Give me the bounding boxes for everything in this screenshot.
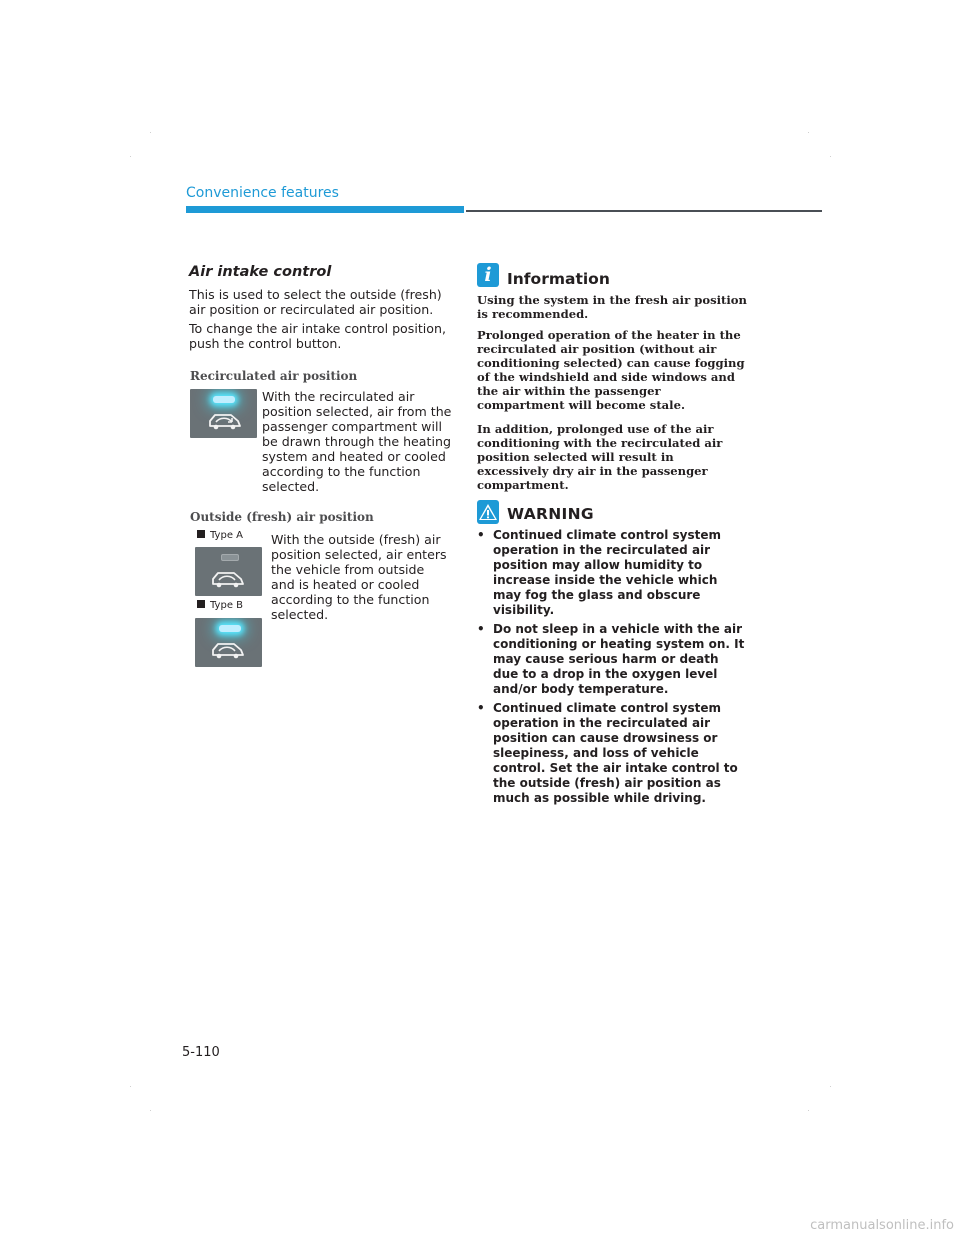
air-intake-heading: Air intake control <box>189 264 332 280</box>
car-outline-icon <box>209 640 247 660</box>
section-title: Convenience features <box>186 185 339 201</box>
crop-mark <box>830 1086 831 1087</box>
warning-item: • Continued climate control system operation in the recirculated air position may allow humidity to increase inside the vehicle which may fog the glass and obscure visibility. <box>477 528 722 617</box>
crop-mark <box>808 132 809 133</box>
header-bar-rule <box>466 210 822 212</box>
led-off-icon <box>221 554 239 561</box>
crop-mark <box>130 1086 131 1087</box>
led-on-icon <box>213 396 235 403</box>
type-a-indicator-image <box>195 547 262 596</box>
bullet-square-icon <box>197 600 205 608</box>
crop-mark <box>150 1110 151 1111</box>
type-b-label: Type B <box>197 600 243 611</box>
outside-air-heading: Outside (fresh) air position <box>190 510 374 524</box>
bullet-square-icon <box>197 530 205 538</box>
bullet-icon: • <box>477 622 485 636</box>
warning-icon <box>477 500 499 524</box>
warning-title: WARNING <box>507 505 594 523</box>
info-paragraph: Prolonged operation of the heater in the recirculated air position (without air conditioning selected) can cause fogging of the windshield and side windows and the air within the passenger compartment will become stale. <box>477 328 745 412</box>
bullet-icon: • <box>477 528 485 542</box>
crop-mark <box>150 132 151 133</box>
bullet-icon: • <box>477 701 485 715</box>
information-title: Information <box>507 270 610 288</box>
info-paragraph: Using the system in the fresh air position is recommended. <box>477 293 747 321</box>
crop-mark <box>130 156 131 157</box>
intro-paragraph: This is used to select the outside (fresh) air position or recirculated air position. <box>189 287 442 317</box>
car-outline-icon <box>209 569 247 589</box>
recirculate-car-icon <box>206 411 244 431</box>
page-number: 5-110 <box>182 1045 220 1060</box>
info-icon: i <box>477 263 499 287</box>
recirculated-indicator-image <box>190 389 257 438</box>
led-on-icon <box>219 625 241 632</box>
type-a-label: Type A <box>197 530 243 541</box>
header-bar-accent <box>186 206 464 213</box>
warning-item: • Continued climate control system operation in the recirculated air position can cause drowsiness or sleepiness, and loss of vehicle control. Set the air intake control to the outside (fresh) air position as much as possible while driving. <box>477 701 738 805</box>
recirculated-heading: Recirculated air position <box>190 369 358 383</box>
watermark: carmanualsonline.info <box>810 1218 954 1233</box>
recirculated-description: With the recirculated air position selected, air from the passenger compartment will be drawn through the heating system and heated or cooled according to the function selected. <box>262 389 452 494</box>
crop-mark <box>808 1110 809 1111</box>
crop-mark <box>830 156 831 157</box>
type-b-indicator-image <box>195 618 262 667</box>
instruction-paragraph: To change the air intake control position, push the control button. <box>189 321 446 351</box>
outside-air-description: With the outside (fresh) air position selected, air enters the vehicle from outside and is heated or cooled according to the function selected. <box>271 532 447 622</box>
warning-item: • Do not sleep in a vehicle with the air conditioning or heating system on. It may cause serious harm or death due to a drop in the oxygen level and/or body temperature. <box>477 622 745 696</box>
info-paragraph: In addition, prolonged use of the air conditioning with the recirculated air position selected will result in excessively dry air in the passenger compartment. <box>477 422 723 492</box>
